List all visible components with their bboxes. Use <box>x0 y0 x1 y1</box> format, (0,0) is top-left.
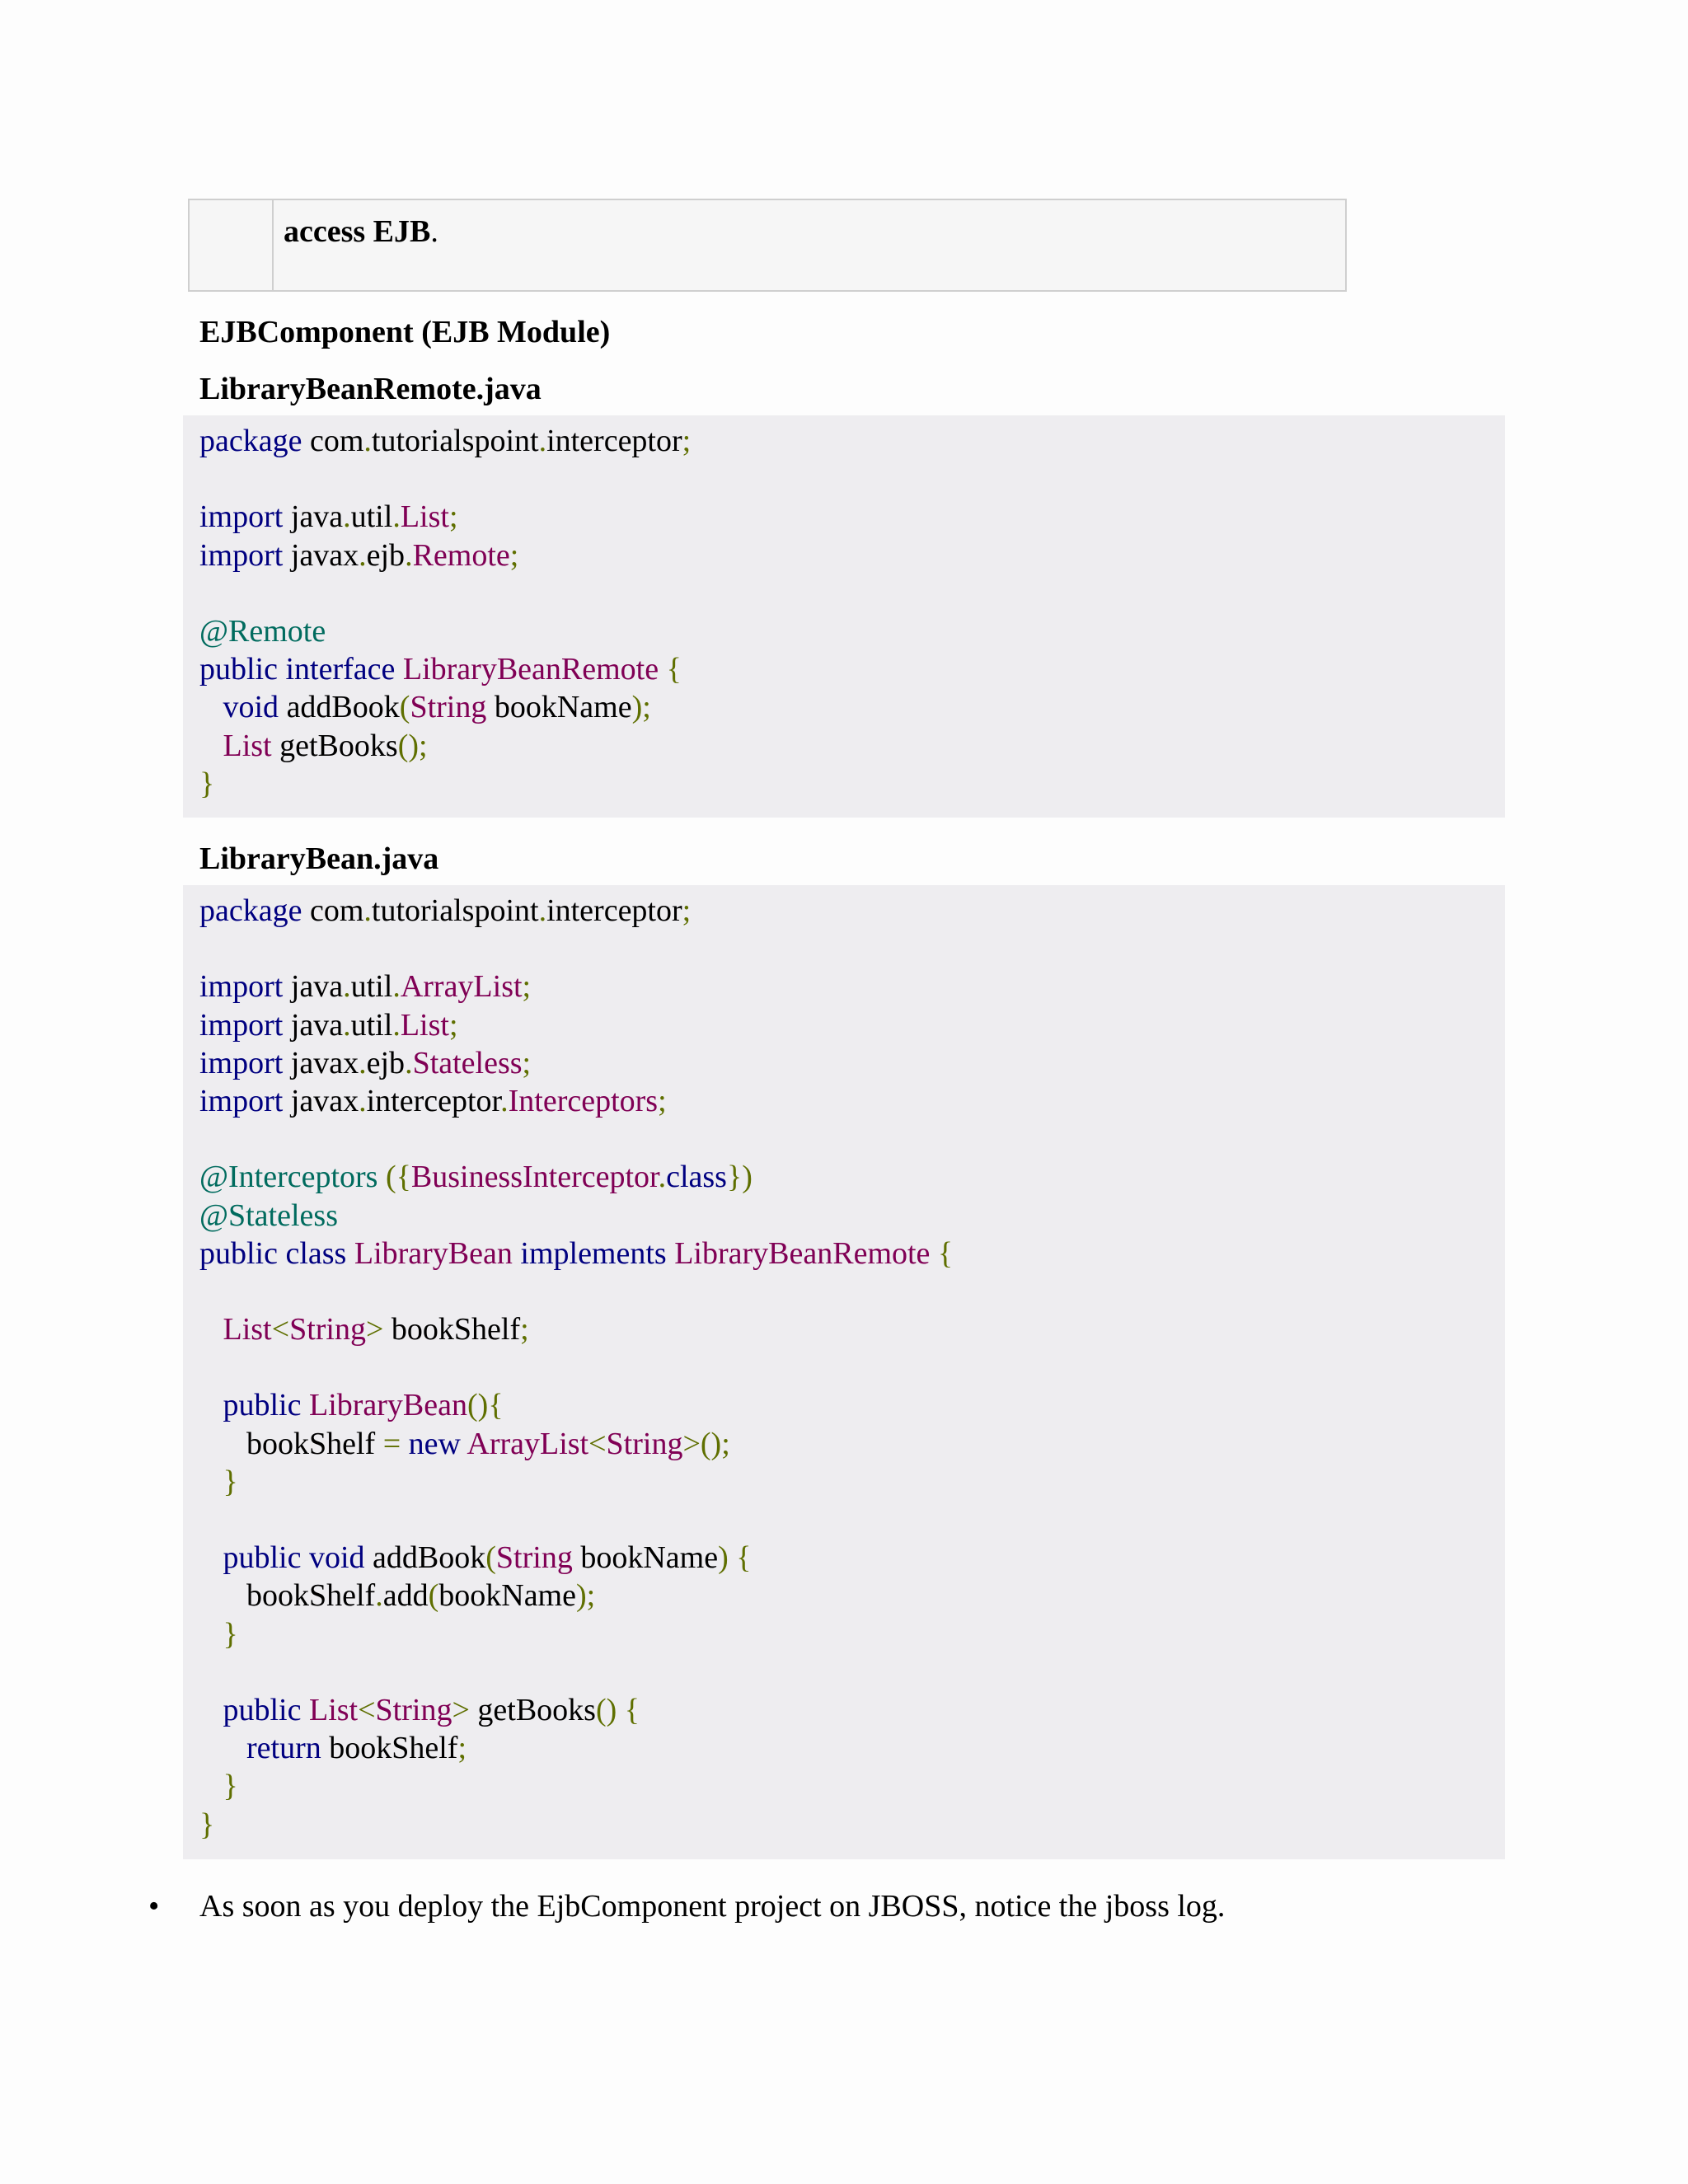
code-token: java <box>283 1007 344 1043</box>
code-token <box>729 1540 737 1575</box>
code-token <box>513 1236 521 1271</box>
code-token: . <box>343 499 351 535</box>
code-block-remote <box>183 415 1505 818</box>
table-number-cell <box>190 200 274 290</box>
code-token: tutorialspoint <box>371 893 539 928</box>
code-token: new <box>408 1426 461 1461</box>
code-line <box>199 1767 1489 1805</box>
code-line <box>199 1729 1489 1767</box>
table-text-cell <box>274 200 448 290</box>
code-token: List <box>400 1007 449 1043</box>
code-token <box>199 690 223 724</box>
code-token: . <box>363 424 372 458</box>
code-token: String <box>410 690 487 725</box>
code-token: String <box>375 1692 452 1727</box>
code-token: { <box>736 1540 752 1576</box>
code-line <box>199 537 1489 574</box>
code-line <box>199 1082 1489 1120</box>
code-line <box>199 727 1489 765</box>
code-token <box>199 1617 223 1652</box>
code-token: bookShelf <box>199 1426 383 1461</box>
code-line <box>199 968 1489 1005</box>
code-token: addBook <box>279 690 400 725</box>
code-token: . <box>392 969 401 1005</box>
code-line <box>199 1044 1489 1082</box>
code-token: { <box>624 1692 640 1727</box>
code-token: Stateless <box>412 1045 523 1080</box>
code-token: ArrayList <box>467 1426 589 1461</box>
code-line <box>199 1310 1489 1348</box>
code-token: ({ <box>385 1160 411 1195</box>
file-heading-remote: LibraryBeanRemote.java <box>199 372 542 406</box>
code-token: ejb <box>366 1045 406 1080</box>
code-token: public void <box>223 1540 365 1576</box>
code-token: . <box>405 1045 413 1080</box>
code-token <box>659 652 667 687</box>
code-token: . <box>359 1083 367 1118</box>
code-line <box>199 612 1489 650</box>
code-token: . <box>363 893 372 928</box>
file-heading-bean: LibraryBean.java <box>199 841 439 876</box>
code-token: getBooks <box>271 728 398 763</box>
code-token <box>346 1236 354 1271</box>
code-token: . <box>392 499 401 535</box>
code-token <box>199 1731 246 1765</box>
code-token: (){ <box>467 1388 504 1423</box>
code-token <box>667 1236 675 1271</box>
code-token: } <box>223 1464 238 1499</box>
table-fragment <box>188 199 1347 292</box>
code-token: com <box>302 893 364 928</box>
code-token: ; <box>682 893 692 928</box>
code-token: List <box>223 728 272 763</box>
code-token: implements <box>520 1235 667 1271</box>
code-token: ; <box>448 499 458 535</box>
code-token: import <box>199 499 284 535</box>
code-token: . <box>359 537 367 573</box>
code-token: ; <box>522 1045 532 1080</box>
code-line <box>199 1158 1489 1196</box>
code-token: import <box>199 1045 284 1080</box>
code-token: LibraryBean <box>308 1388 468 1423</box>
code-token: @Remote <box>199 613 326 649</box>
code-token: ) <box>718 1540 729 1576</box>
code-line <box>199 1120 1489 1158</box>
code-token <box>930 1236 938 1271</box>
code-token: . <box>538 424 547 458</box>
code-token: . <box>343 969 351 1005</box>
table-text-bold: access EJB <box>284 214 431 249</box>
code-line <box>199 498 1489 536</box>
code-token: import <box>199 969 284 1005</box>
code-line <box>199 1691 1489 1729</box>
code-token: ( <box>399 690 410 725</box>
bullet-dot-icon: • <box>148 1889 160 1924</box>
code-token: javax <box>283 1083 359 1118</box>
bullet-text: As soon as you deploy the EjbComponent project on JBOSS, notice the jboss log. <box>199 1889 1226 1924</box>
code-token: com <box>302 424 364 458</box>
code-token: > <box>452 1692 470 1727</box>
code-token: } <box>199 1807 215 1842</box>
code-token: < <box>588 1426 607 1461</box>
code-token: import <box>199 537 284 573</box>
code-token: return <box>246 1731 321 1766</box>
code-token: BusinessInterceptor <box>410 1160 659 1195</box>
code-token: . <box>405 537 413 573</box>
code-token: public <box>223 1388 302 1423</box>
code-token: >(); <box>682 1426 730 1461</box>
code-token: javax <box>283 537 359 573</box>
code-token: < <box>358 1692 376 1727</box>
code-token: Remote <box>412 537 510 573</box>
code-token: ; <box>457 1731 467 1766</box>
code-line <box>199 1425 1489 1463</box>
code-token: java <box>283 499 344 535</box>
code-token <box>377 1160 386 1194</box>
code-line <box>199 1197 1489 1235</box>
code-token: . <box>500 1083 509 1118</box>
code-token: LibraryBeanRemote <box>402 652 659 687</box>
code-token: (); <box>397 728 428 763</box>
code-token: import <box>199 1007 284 1043</box>
code-line <box>199 460 1489 498</box>
code-token: bookName <box>438 1578 576 1614</box>
code-line <box>199 574 1489 612</box>
code-token: bookName <box>486 690 632 725</box>
code-token: LibraryBeanRemote <box>674 1235 931 1271</box>
code-token: ( <box>428 1578 439 1614</box>
code-token: ; <box>682 424 692 458</box>
code-line <box>199 1653 1489 1691</box>
code-token: public class <box>199 1235 347 1271</box>
code-token: interceptor <box>546 893 682 928</box>
code-token: bookName <box>572 1540 719 1576</box>
code-token: bookShelf <box>321 1731 458 1766</box>
code-token: util <box>350 1007 393 1043</box>
code-token: String <box>289 1312 366 1347</box>
code-token: import <box>199 1083 284 1118</box>
code-token: bookShelf <box>383 1312 521 1347</box>
code-token <box>401 1427 409 1461</box>
code-line <box>199 1615 1489 1653</box>
code-token: @Stateless <box>199 1197 338 1233</box>
code-token: interceptor <box>366 1083 501 1118</box>
code-line <box>199 892 1489 930</box>
code-line <box>199 1501 1489 1539</box>
code-token: ArrayList <box>400 969 523 1005</box>
code-line <box>199 650 1489 688</box>
code-line <box>199 765 1489 803</box>
code-token: util <box>350 969 393 1005</box>
code-token: tutorialspoint <box>371 424 539 458</box>
code-token: . <box>343 1007 351 1043</box>
code-token: { <box>937 1235 954 1271</box>
code-line <box>199 422 1489 460</box>
code-line <box>199 1386 1489 1424</box>
code-token: () <box>595 1692 617 1727</box>
code-token: package <box>199 424 302 458</box>
code-token: List <box>400 499 449 535</box>
code-token <box>199 1388 223 1422</box>
bullet-item <box>148 1887 1225 1925</box>
code-line <box>199 1577 1489 1615</box>
code-token: @Interceptors <box>199 1160 378 1195</box>
code-token: ); <box>631 690 651 725</box>
code-token: List <box>223 1312 272 1347</box>
code-token <box>617 1693 625 1727</box>
code-token <box>301 1693 309 1727</box>
code-token: List <box>308 1692 359 1727</box>
code-token: ); <box>575 1578 596 1614</box>
code-token <box>395 652 403 687</box>
code-token: } <box>223 1616 238 1652</box>
code-token: . <box>392 1007 401 1043</box>
code-token: . <box>658 1160 667 1195</box>
code-token: package <box>199 893 302 928</box>
code-token: getBooks <box>469 1692 596 1727</box>
code-token: Interceptors <box>508 1083 659 1118</box>
code-token: ( <box>485 1540 496 1576</box>
code-line <box>199 930 1489 968</box>
code-line <box>199 1235 1489 1272</box>
code-token: ejb <box>366 537 406 573</box>
code-token <box>301 1388 309 1422</box>
code-token: interceptor <box>546 424 682 458</box>
code-token: java <box>283 969 344 1005</box>
code-line <box>199 1272 1489 1310</box>
code-token: } <box>199 766 215 801</box>
code-token: ; <box>658 1083 667 1118</box>
code-token: ; <box>509 537 519 573</box>
code-block-bean <box>183 885 1505 1859</box>
code-token: ; <box>522 969 532 1005</box>
code-token: . <box>359 1045 367 1080</box>
code-token: addBook <box>364 1540 486 1576</box>
code-token <box>199 1540 223 1575</box>
code-token: util <box>350 499 393 535</box>
table-text-tail: . <box>430 214 438 249</box>
code-line <box>199 1006 1489 1044</box>
code-token: class <box>666 1160 727 1195</box>
code-token: } <box>223 1769 238 1804</box>
code-token: = <box>382 1426 401 1461</box>
code-token: > <box>365 1312 384 1347</box>
code-token: public <box>223 1692 302 1727</box>
code-token: . <box>538 893 547 928</box>
code-token: ; <box>448 1007 458 1043</box>
code-token <box>199 1693 223 1727</box>
code-token: }) <box>726 1160 753 1195</box>
code-token: . <box>375 1578 383 1614</box>
code-token <box>199 729 223 763</box>
code-token <box>199 1769 223 1803</box>
code-token: { <box>666 652 682 687</box>
code-token: < <box>271 1312 290 1347</box>
code-line <box>199 1806 1489 1844</box>
code-token: public interface <box>199 652 396 687</box>
code-token: bookShelf <box>199 1578 376 1614</box>
code-token: javax <box>283 1045 359 1080</box>
code-token: LibraryBean <box>354 1235 513 1271</box>
code-line <box>199 1463 1489 1501</box>
module-heading: EJBComponent (EJB Module) <box>199 315 611 349</box>
code-token: ; <box>520 1312 529 1347</box>
code-line <box>199 1348 1489 1386</box>
code-line <box>199 688 1489 726</box>
code-token <box>199 1312 223 1347</box>
code-line <box>199 1539 1489 1577</box>
code-token <box>199 1465 223 1499</box>
code-token: String <box>495 1540 573 1576</box>
code-token: add <box>382 1578 429 1614</box>
code-token: String <box>606 1426 683 1461</box>
code-token: void <box>223 690 279 725</box>
